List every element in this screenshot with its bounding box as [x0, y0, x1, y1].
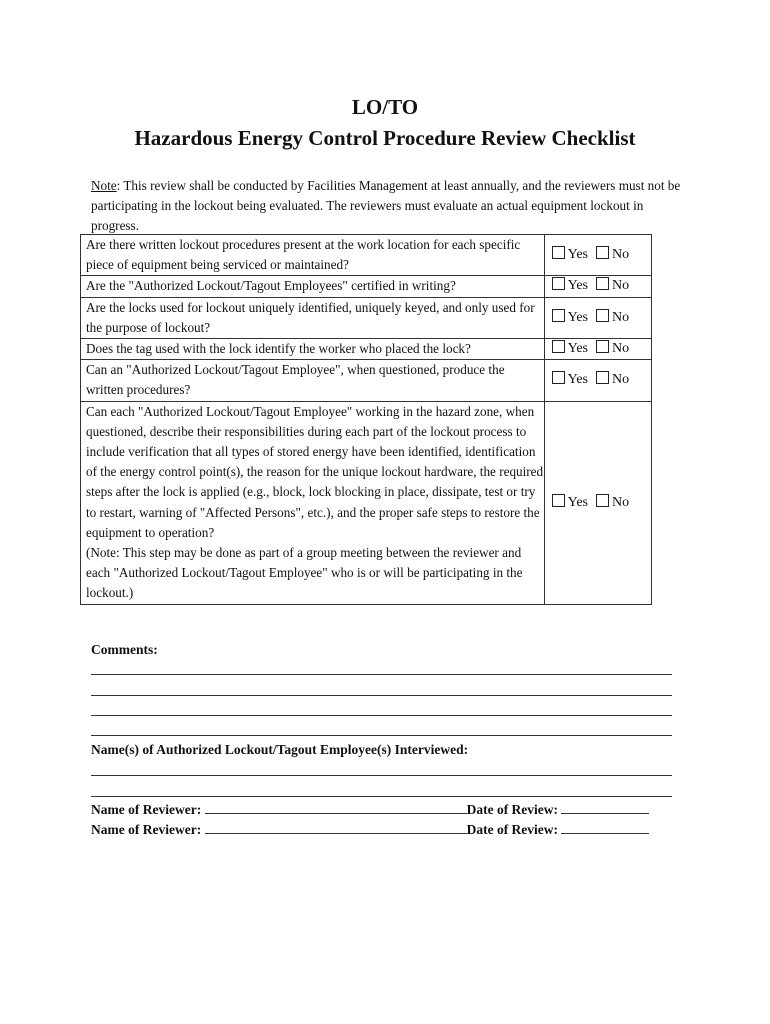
checklist-table [80, 234, 652, 605]
reviewer-row [91, 802, 649, 818]
review-date-label: Date of Review: [466, 802, 559, 817]
interviewed-label: Name(s) of Authorized Lockout/Tagout Employee(s) Interviewed: [91, 742, 469, 757]
table-row [81, 401, 652, 604]
comments-line[interactable] [91, 695, 672, 696]
answer-cell [544, 339, 651, 360]
yes-checkbox[interactable] [552, 340, 565, 353]
answer-cell [544, 276, 651, 297]
note-text: : This review shall be conducted by Facilities Management at least annually, and the reviewers must not be participating in the lockout being evaluated. The reviewers must evaluate an actual equipment lockout in progress. [91, 178, 681, 233]
table-row [81, 276, 652, 297]
note-paragraph [91, 176, 681, 236]
comments-line[interactable] [91, 715, 672, 716]
no-checkbox[interactable] [596, 246, 609, 259]
page-title: LO/TO [351, 95, 419, 119]
yes-label: Yes [567, 278, 588, 294]
no-checkbox[interactable] [596, 371, 609, 384]
comments-line[interactable] [91, 674, 672, 675]
no-label: No [612, 309, 630, 325]
no-checkbox[interactable] [596, 277, 609, 290]
no-label: No [612, 494, 630, 510]
yes-checkbox[interactable] [552, 371, 565, 384]
yes-label: Yes [567, 341, 588, 357]
no-label: No [612, 372, 630, 388]
no-checkbox[interactable] [596, 340, 609, 353]
interviewed-line[interactable] [91, 796, 672, 797]
yes-checkbox[interactable] [552, 494, 565, 507]
no-label: No [612, 247, 630, 263]
question-text: Can an "Authorized Lockout/Tagout Employee", when questioned, produce the written procedures? [81, 360, 545, 401]
yes-checkbox[interactable] [552, 277, 565, 290]
table-row [81, 339, 652, 360]
yes-label: Yes [567, 247, 588, 263]
question-text: Does the tag used with the lock identify the worker who placed the lock? [81, 339, 545, 360]
answer-cell [544, 235, 651, 276]
no-label: No [612, 278, 630, 294]
comments-line[interactable] [91, 735, 672, 736]
yes-label: Yes [567, 372, 588, 388]
reviewer-row [91, 822, 649, 838]
interviewed-line[interactable] [91, 775, 672, 776]
table-row [81, 235, 652, 276]
yes-checkbox[interactable] [552, 246, 565, 259]
no-label: No [612, 341, 630, 357]
reviewer-name-field[interactable] [205, 822, 467, 834]
question-cell [81, 401, 545, 604]
no-checkbox[interactable] [596, 309, 609, 322]
comments-label: Comments: [91, 642, 158, 657]
note-label: Note [91, 178, 117, 193]
review-date-field[interactable] [561, 822, 649, 834]
answer-cell [544, 297, 651, 338]
reviewer-label: Name of Reviewer: [91, 802, 202, 817]
question-note: (Note: This step may be done as part of a group meeting between the reviewer and each "Authorized Lockout/Tagout Employee" who is or will be participating in the lockout.) [86, 545, 523, 601]
page-subtitle: Hazardous Energy Control Procedure Review Checklist [134, 126, 636, 150]
table-row [81, 297, 652, 338]
reviewer-label: Name of Reviewer: [91, 822, 202, 837]
question-text: Can each "Authorized Lockout/Tagout Employee" working in the hazard zone, when questioned, describe their responsibilities during each part of the lockout process to include verification that all types of stored energy have been identified, identification of the energy control point(s), the reason for the unique lockout hardware, the required steps after the lock is applied (e.g., block, lock blocking in place, dissipate, test or try to restart, warning of "Affected Persons", etc.), and the proper safe steps to restore the equipment to operation? [86, 403, 544, 540]
yes-checkbox[interactable] [552, 309, 565, 322]
yes-label: Yes [567, 494, 588, 510]
answer-cell [544, 401, 651, 604]
answer-cell [544, 360, 651, 401]
no-checkbox[interactable] [596, 494, 609, 507]
table-row [81, 360, 652, 401]
question-text: Are the "Authorized Lockout/Tagout Employees" certified in writing? [81, 276, 545, 297]
question-text: Are the locks used for lockout uniquely identified, uniquely keyed, and only used for the purpose of lockout? [81, 297, 545, 338]
question-text: Are there written lockout procedures present at the work location for each specific piece of equipment being serviced or maintained? [81, 235, 545, 276]
yes-label: Yes [567, 309, 588, 325]
reviewer-name-field[interactable] [205, 802, 467, 814]
review-date-field[interactable] [561, 802, 649, 814]
review-date-label: Date of Review: [466, 822, 559, 837]
